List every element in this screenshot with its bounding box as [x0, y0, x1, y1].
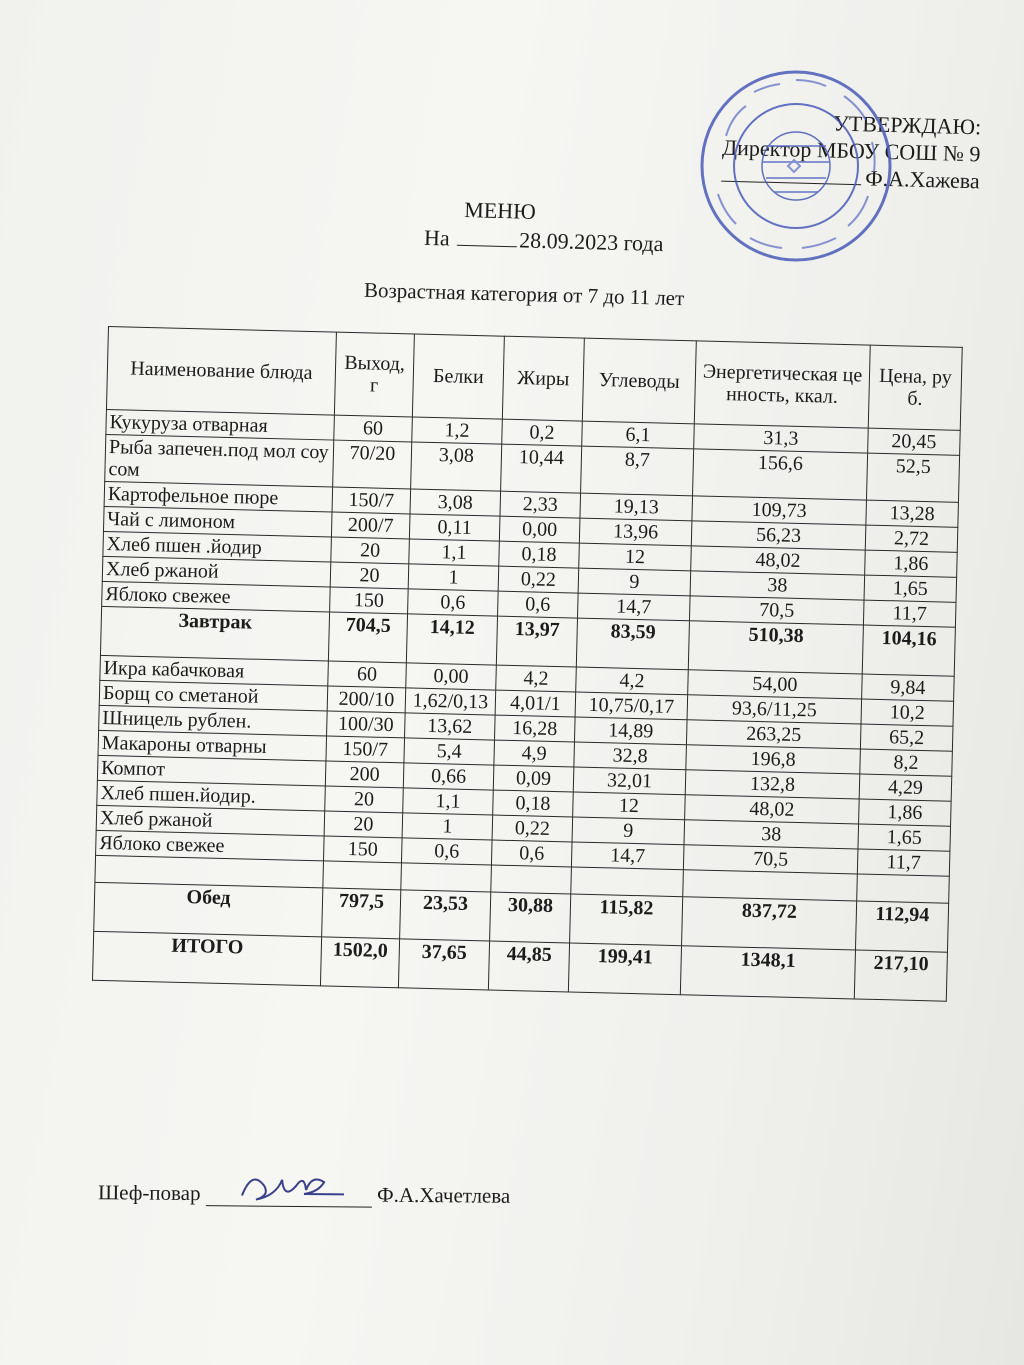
dish-price: 2,72: [865, 525, 958, 552]
breakfast-total-price: 104,16: [862, 625, 955, 676]
dish-energy: 48,02: [685, 795, 860, 824]
grand-total-carbs: 199,41: [568, 943, 681, 995]
dish-yield: 20: [325, 786, 404, 813]
header-fats: Жиры: [502, 336, 584, 421]
dish-carbs: 19,13: [580, 493, 693, 521]
dish-price: 11,7: [857, 849, 950, 876]
dish-energy: 70,5: [689, 596, 864, 625]
breakfast-total-yield: 704,5: [328, 612, 407, 663]
dish-energy: 38: [684, 820, 859, 849]
dish-name: Борщ со сметаной: [99, 680, 328, 711]
breakfast-total-carbs: 83,59: [576, 618, 689, 670]
dish-fats: 0,00: [499, 516, 580, 543]
dish-carbs: 4,2: [576, 667, 689, 695]
dish-carbs: 6,1: [582, 421, 695, 449]
dish-yield: 70/20: [333, 440, 412, 489]
dish-yield: 200/10: [327, 686, 406, 713]
chef-signature-line: [206, 1183, 372, 1207]
grand-total-energy: 1348,1: [680, 946, 855, 999]
dish-yield: 200/7: [331, 512, 410, 539]
dish-proteins: 1,1: [409, 539, 500, 566]
dish-energy: 196,8: [686, 745, 861, 774]
grand-total-yield: 1502,0: [320, 937, 399, 988]
dish-energy: 54,00: [688, 670, 863, 699]
dish-price: 52,5: [866, 453, 959, 502]
dish-yield: 200: [325, 761, 404, 788]
dish-price: 1,65: [864, 575, 957, 602]
lunch-total-fats: 30,88: [490, 892, 571, 943]
document-title: МЕНЮ: [463, 197, 537, 224]
dish-price: 20,45: [868, 428, 961, 455]
header-price: Цена, руб.: [868, 345, 962, 430]
dish-proteins: 1,62/0,13: [405, 688, 496, 715]
dish-fats: 0,18: [499, 541, 580, 568]
dish-carbs: 32,8: [574, 742, 687, 770]
breakfast-total-energy: 510,38: [688, 621, 863, 674]
empty-cell: [683, 870, 858, 901]
lunch-total-yield: 797,5: [322, 888, 401, 939]
dish-yield: 150/7: [332, 487, 411, 514]
dish-carbs: 9: [572, 817, 685, 845]
approval-position: Директор МБОУ СОШ № 9: [721, 134, 981, 167]
dish-energy: 132,8: [685, 770, 860, 799]
dish-name: Чай с лимоном: [103, 506, 332, 537]
dish-name: Рыба запечен.под мол соусом: [105, 434, 334, 487]
dish-proteins: 1,1: [403, 788, 494, 815]
dish-yield: 100/30: [327, 711, 406, 738]
dish-fats: 0,22: [492, 815, 573, 842]
dish-proteins: 5,4: [404, 738, 495, 765]
dish-energy: 93,6/11,25: [687, 695, 862, 724]
dish-fats: 0,2: [502, 419, 583, 446]
lunch-total-carbs: 115,82: [570, 894, 683, 946]
dish-name: Хлеб пшен.йодир.: [97, 780, 326, 811]
breakfast-total-proteins: 14,12: [406, 614, 497, 665]
header-energy-value: Энергетическая ценность, ккал.: [694, 341, 870, 428]
empty-cell: [857, 874, 950, 903]
grand-total-fats: 44,85: [488, 941, 569, 992]
age-category: Возрастная категория от 7 до 11 лет: [363, 277, 685, 311]
dish-fats: 4,01/1: [495, 690, 576, 717]
dish-energy: 38: [690, 571, 865, 600]
dish-fats: 0,6: [491, 840, 572, 867]
dish-yield: 60: [334, 415, 413, 442]
dish-price: 8,2: [860, 749, 953, 776]
approval-name: Ф.А.Хажева: [864, 165, 980, 194]
menu-table: [92, 326, 963, 1002]
dish-energy: 109,73: [692, 496, 867, 525]
empty-cell: [323, 861, 402, 890]
dish-energy: 48,02: [691, 546, 866, 575]
dish-proteins: 0,11: [409, 514, 500, 541]
dish-proteins: 0,66: [403, 763, 494, 790]
dish-price: 4,29: [859, 774, 952, 801]
chef-signature-block: [98, 1180, 510, 1209]
dish-proteins: 0,00: [406, 663, 497, 690]
dish-name: Икра кабачковая: [100, 655, 329, 686]
dish-name: Хлеб ржаной: [96, 805, 325, 836]
grand-total-label: ИТОГО: [93, 931, 322, 986]
dish-price: 1,65: [858, 824, 951, 851]
dish-price: 13,28: [866, 500, 959, 527]
dish-yield: 20: [324, 811, 403, 838]
dish-carbs: 14,7: [571, 842, 684, 870]
empty-cell: [491, 865, 572, 894]
menu-date: [424, 225, 664, 257]
dish-proteins: 1: [402, 813, 493, 840]
dish-fats: 4,2: [496, 665, 577, 692]
dish-yield: 150: [330, 587, 409, 614]
dish-energy: 263,25: [686, 720, 861, 749]
dish-name: Хлеб пшен .йодир: [103, 531, 332, 562]
dish-price: 1,86: [865, 550, 958, 577]
menu-table-wrapper: [92, 326, 962, 1002]
dish-fats: 0,09: [493, 765, 574, 792]
dish-proteins: 1: [408, 564, 499, 591]
chef-name: Ф.А.Хачетлева: [376, 1182, 511, 1208]
grand-total-price: 217,10: [854, 950, 947, 1001]
empty-cell: [571, 867, 684, 897]
dish-energy: 31,3: [694, 424, 869, 453]
dish-fats: 0,6: [498, 591, 579, 618]
dish-fats: 0,18: [493, 790, 574, 817]
dish-price: 65,2: [860, 724, 953, 751]
dish-name: Шницель рублен.: [99, 705, 328, 736]
dish-proteins: 3,08: [411, 442, 502, 491]
header-yield: Выход, г: [334, 332, 414, 417]
date-blank-line: [457, 245, 517, 248]
header-dish-name: Наименование блюда: [106, 327, 336, 416]
dish-proteins: 0,6: [408, 589, 499, 616]
dish-energy: 56,23: [691, 521, 866, 550]
breakfast-total-fats: 13,97: [496, 616, 577, 667]
dish-yield: 20: [330, 562, 409, 589]
dish-yield: 20: [331, 537, 410, 564]
dish-carbs: 8,7: [581, 446, 694, 496]
breakfast-total-label: Завтрак: [100, 606, 329, 661]
empty-cell: [401, 863, 492, 892]
dish-name: Макароны отварны: [98, 730, 327, 761]
dish-name: Картофельное пюре: [104, 481, 333, 512]
dish-name: Хлеб ржаной: [102, 556, 331, 587]
lunch-total-label: Обед: [94, 882, 323, 937]
dish-yield: 150/7: [326, 736, 405, 763]
lunch-total-price: 112,94: [855, 901, 948, 952]
dish-carbs: 13,96: [579, 518, 692, 546]
header-proteins: Белки: [412, 334, 504, 419]
dish-price: 10,2: [861, 699, 954, 726]
grand-total-proteins: 37,65: [398, 939, 489, 990]
dish-proteins: 1,2: [412, 417, 503, 444]
dish-price: 1,86: [859, 799, 952, 826]
dish-carbs: 12: [579, 543, 692, 571]
official-stamp-seal: [696, 66, 896, 266]
handwritten-signature: [236, 1165, 346, 1210]
dish-proteins: 13,62: [405, 713, 496, 740]
lunch-total-proteins: 23,53: [400, 890, 491, 941]
date-prefix: На: [423, 224, 451, 251]
dish-energy: 70,5: [683, 845, 858, 874]
dish-price: 9,84: [862, 674, 955, 701]
dish-price: 11,7: [863, 600, 956, 627]
dish-yield: 150: [323, 836, 402, 863]
dish-name: Кукуруза отварная: [106, 409, 335, 440]
dish-proteins: 0,6: [401, 838, 492, 865]
dish-fats: 10,44: [501, 444, 582, 493]
dish-carbs: 12: [573, 792, 686, 820]
dish-name: Яблоко свежее: [96, 830, 325, 861]
dish-carbs: 14,7: [578, 593, 691, 621]
header-carbohydrates: Углеводы: [582, 338, 696, 424]
lunch-total-energy: 837,72: [682, 897, 857, 950]
dish-yield: 60: [328, 661, 407, 688]
dish-fats: 2,33: [500, 491, 581, 518]
chef-role: Шеф-повар: [97, 1180, 201, 1206]
dish-carbs: 9: [578, 568, 691, 596]
dish-fats: 16,28: [494, 715, 575, 742]
approval-heading: УТВЕРЖДАЮ:: [832, 110, 981, 140]
dish-carbs: 10,75/0,17: [575, 692, 688, 720]
dish-fats: 4,9: [494, 740, 575, 767]
date-value: 28.09.2023 года: [518, 227, 664, 257]
dish-carbs: 32,01: [573, 767, 686, 795]
dish-name: Яблоко свежее: [102, 581, 331, 612]
dish-carbs: 14,89: [574, 717, 687, 745]
dish-proteins: 3,08: [410, 489, 501, 516]
dish-energy: 156,6: [693, 449, 868, 500]
dish-name: Компот: [97, 755, 326, 786]
dish-fats: 0,22: [498, 566, 579, 593]
